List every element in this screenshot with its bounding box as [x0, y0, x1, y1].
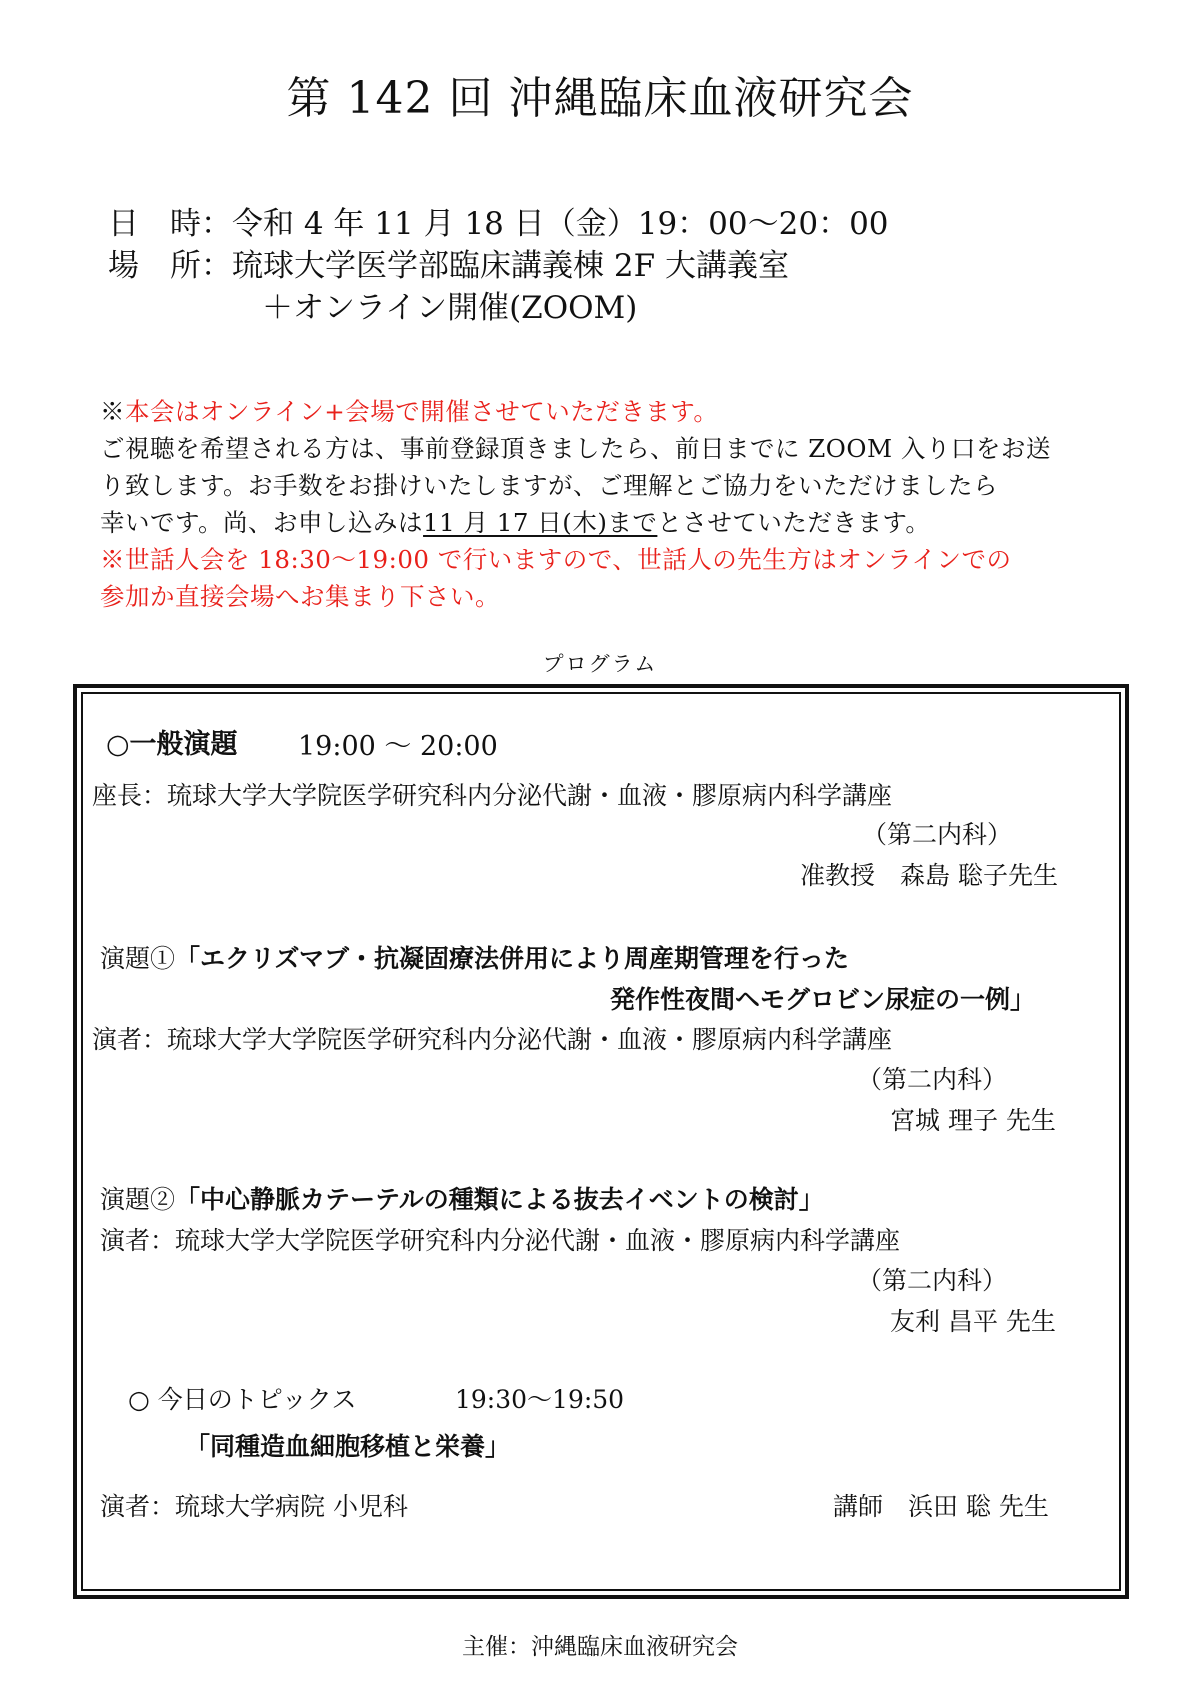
talk2-dept: （第二内科）	[857, 1266, 1008, 1295]
place-row	[108, 240, 789, 285]
talk1-affiliation: 琉球大学大学院医学研究科内分泌代謝・血液・膠原病内科学講座	[167, 1025, 893, 1054]
talk2-label: 演題②	[100, 1185, 176, 1214]
chair-name: 准教授 森島 聡子先生	[800, 861, 1058, 890]
topics-time: 19:30〜19:50	[455, 1385, 625, 1414]
topics-affiliation: 琉球大学病院 小児科	[175, 1492, 408, 1521]
topics-heading: ○ 今日のトピックス	[128, 1385, 357, 1414]
talk2-name: 友利 昌平 先生	[890, 1307, 1056, 1336]
date-label: 日 時：	[108, 206, 232, 242]
talk2-affiliation: 琉球大学大学院医学研究科内分泌代謝・血液・膠原病内科学講座	[175, 1226, 901, 1255]
page-title: 第 142 回 沖縄臨床血液研究会	[286, 73, 914, 124]
chair-affiliation: 琉球大学大学院医学研究科内分泌代謝・血液・膠原病内科学講座	[167, 781, 893, 810]
chair-label: 座長：	[92, 781, 168, 810]
registration-deadline: 11 月 17 日(木)まで	[423, 508, 658, 537]
chair-dept: （第二内科）	[862, 820, 1013, 849]
general-time: 19:00 〜 20:00	[298, 731, 498, 762]
notice-line-6: 参加か直接会場へお集まり下さい。	[100, 582, 500, 611]
talk2-presenter-row	[100, 1221, 900, 1257]
chair-row	[92, 776, 892, 812]
notice-line-4	[100, 504, 930, 539]
talk2-presenter-label: 演者：	[100, 1226, 176, 1255]
place-value: 琉球大学医学部臨床講義棟 2F 大講義室	[232, 248, 789, 284]
talk1-title-line1: 「エクリズマブ・抗凝固療法併用により周産期管理を行った	[175, 944, 850, 973]
talk1-name: 宮城 理子 先生	[890, 1106, 1056, 1135]
talk1-presenter-row	[92, 1020, 892, 1056]
notice-line-4-post: とさせていただきます。	[657, 508, 931, 537]
talk1-dept: （第二内科）	[857, 1065, 1008, 1094]
topics-presenter-name: 講師 浜田 聡 先生	[833, 1492, 1049, 1521]
talk2-title: 「中心静脈カテーテルの種類による抜去イベントの検討」	[175, 1185, 824, 1214]
talk2-title-row	[100, 1180, 824, 1216]
topics-presenter-row	[100, 1487, 408, 1523]
notice-line-4-pre: 幸いです。尚、お申し込みは	[100, 508, 424, 537]
program-label: プログラム	[542, 652, 658, 676]
notice-line-3: り致します。お手数をお掛けいたしますが、ご理解とご協力をいただけましたら	[100, 471, 999, 500]
talk1-presenter-label: 演者：	[92, 1025, 168, 1054]
date-value: 令和 4 年 11 月 18 日（金）19：00～20：00	[232, 206, 889, 242]
topics-title: 「同種造血細胞移植と栄養」	[185, 1432, 511, 1461]
notice-line-1	[100, 393, 718, 428]
place-label: 場 所：	[108, 248, 232, 284]
notice-mark: ※	[100, 397, 125, 426]
talk1-title-line2: 発作性夜間ヘモグロビン尿症の一例」	[610, 985, 1036, 1014]
notice-line-5: ※世話人会を 18:30～19:00 で行いますので、世話人の先生方はオンラインでの	[100, 545, 1012, 574]
organizer-footer: 主催：沖縄臨床血液研究会	[462, 1634, 738, 1660]
notice-hybrid: 本会はオンライン+会場で開催させていただきます。	[125, 397, 719, 426]
topics-presenter-label: 演者：	[100, 1492, 176, 1521]
general-heading: ○一般演題	[106, 729, 238, 760]
talk1-label: 演題①	[100, 944, 176, 973]
notice-line-2: ご視聴を希望される方は、事前登録頂きましたら、前日までに ZOOM 入り口をお送	[100, 434, 1051, 463]
date-row	[108, 198, 889, 243]
talk1-title-row	[100, 939, 849, 975]
place-value-online: ＋オンライン開催(ZOOM)	[262, 290, 638, 326]
